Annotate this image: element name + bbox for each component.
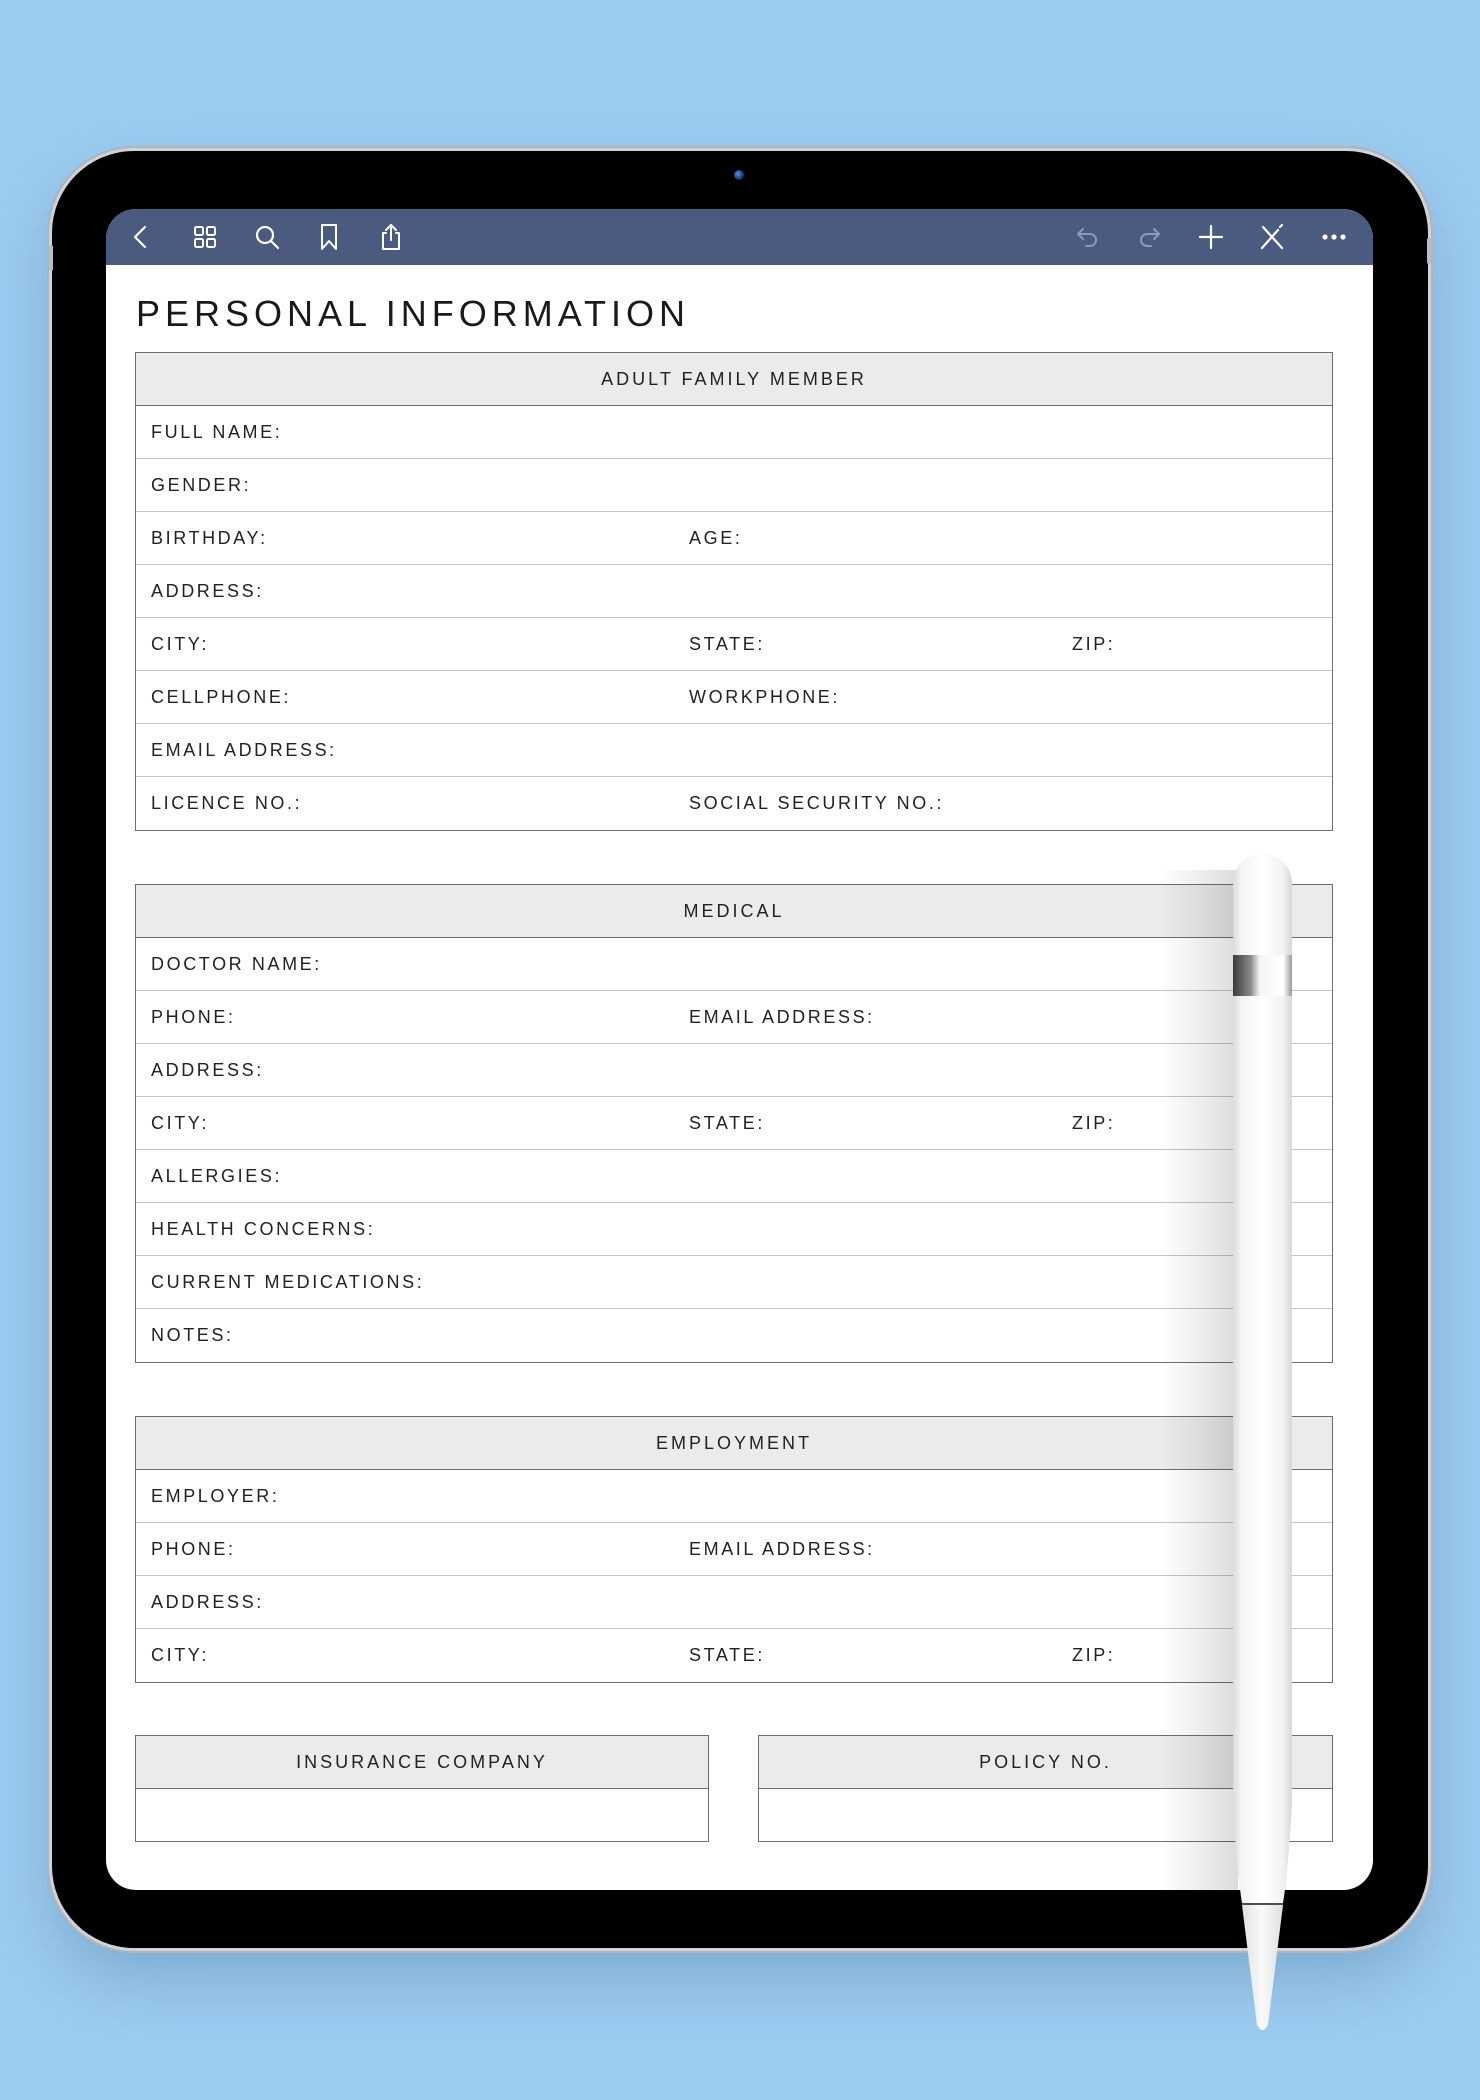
field-label: ADDRESS: xyxy=(151,1060,264,1080)
undo-icon xyxy=(1073,222,1103,252)
side-button xyxy=(49,245,53,271)
field-label: CITY: xyxy=(151,634,210,654)
tools-button[interactable] xyxy=(1256,221,1288,253)
share-icon xyxy=(376,222,406,252)
section-header: MEDICAL xyxy=(136,885,1332,938)
field-row[interactable] xyxy=(136,1629,1332,1682)
field-row[interactable] xyxy=(136,938,1332,991)
field-row[interactable] xyxy=(136,459,1332,512)
insurance-company-box xyxy=(135,1735,709,1842)
section-header: ADULT FAMILY MEMBER xyxy=(136,353,1332,406)
field-row[interactable] xyxy=(136,565,1332,618)
field-row[interactable] xyxy=(136,512,1332,565)
field-label: AGE: xyxy=(689,528,743,548)
field-label: ZIP: xyxy=(1072,1113,1116,1133)
field-row[interactable] xyxy=(136,777,1332,830)
field-label: EMAIL ADDRESS: xyxy=(151,740,337,760)
tools-icon xyxy=(1257,222,1287,252)
field-label: ALLERGIES: xyxy=(151,1166,283,1186)
field-row[interactable] xyxy=(136,618,1332,671)
field-label: NOTES: xyxy=(151,1325,234,1345)
section-header: EMPLOYMENT xyxy=(136,1417,1332,1470)
field-row[interactable] xyxy=(136,1203,1332,1256)
field-label: STATE: xyxy=(689,1113,765,1133)
field-row[interactable] xyxy=(136,1044,1332,1097)
field-label: EMAIL ADDRESS: xyxy=(689,1539,875,1559)
more-button[interactable] xyxy=(1318,221,1350,253)
field-label: ADDRESS: xyxy=(151,1592,264,1612)
back-button[interactable] xyxy=(125,221,157,253)
search-icon xyxy=(252,222,282,252)
field-row[interactable] xyxy=(136,1576,1332,1629)
field-row[interactable] xyxy=(136,1470,1332,1523)
field-row[interactable] xyxy=(136,1256,1332,1309)
more-icon xyxy=(1319,222,1349,252)
field-row[interactable] xyxy=(136,1150,1332,1203)
field-label: SOCIAL SECURITY NO.: xyxy=(689,793,945,813)
app-screen xyxy=(106,209,1373,1890)
field-row[interactable] xyxy=(136,671,1332,724)
field-label: CURRENT MEDICATIONS: xyxy=(151,1272,425,1292)
field-label: HEALTH CONCERNS: xyxy=(151,1219,376,1239)
medical-section xyxy=(135,884,1333,1363)
field-label: ZIP: xyxy=(1072,1645,1116,1665)
field-row[interactable] xyxy=(136,406,1332,459)
bookmark-button[interactable] xyxy=(313,221,345,253)
field-row[interactable] xyxy=(136,1097,1332,1150)
field-label: CITY: xyxy=(151,1113,210,1133)
share-button[interactable] xyxy=(375,221,407,253)
redo-button[interactable] xyxy=(1133,221,1165,253)
thumbnails-button[interactable] xyxy=(189,221,221,253)
side-button xyxy=(1427,238,1431,264)
back-icon xyxy=(126,222,156,252)
adult-family-member-section xyxy=(135,352,1333,831)
field-row[interactable] xyxy=(136,1523,1332,1576)
field-label: EMAIL ADDRESS: xyxy=(689,1007,875,1027)
redo-icon xyxy=(1134,222,1164,252)
insurance-company-field[interactable] xyxy=(136,1789,708,1841)
undo-button[interactable] xyxy=(1072,221,1104,253)
field-label: PHONE: xyxy=(151,1539,236,1559)
field-row[interactable] xyxy=(136,724,1332,777)
field-label: CITY: xyxy=(151,1645,210,1665)
field-label: EMPLOYER: xyxy=(151,1486,280,1506)
bookmark-icon xyxy=(314,222,344,252)
field-label: ZIP: xyxy=(1072,634,1116,654)
field-row[interactable] xyxy=(136,991,1332,1044)
page-title: PERSONAL INFORMATION xyxy=(136,293,691,334)
front-camera xyxy=(734,170,744,180)
section-header: POLICY NO. xyxy=(759,1736,1332,1789)
field-label: BIRTHDAY: xyxy=(151,528,268,548)
employment-section xyxy=(135,1416,1333,1683)
planner-page xyxy=(106,265,1373,1890)
field-label: STATE: xyxy=(689,1645,765,1665)
grid-icon xyxy=(190,222,220,252)
search-button[interactable] xyxy=(251,221,283,253)
field-label: WORKPHONE: xyxy=(689,687,841,707)
field-label: FULL NAME: xyxy=(151,422,283,442)
field-label: STATE: xyxy=(689,634,765,654)
top-toolbar xyxy=(106,209,1373,265)
field-label: CELLPHONE: xyxy=(151,687,292,707)
field-label: LICENCE NO.: xyxy=(151,793,303,813)
field-label: GENDER: xyxy=(151,475,252,495)
section-header: INSURANCE COMPANY xyxy=(136,1736,708,1789)
field-label: ADDRESS: xyxy=(151,581,264,601)
field-row[interactable] xyxy=(136,1309,1332,1362)
plus-icon xyxy=(1196,222,1226,252)
stylus-pencil xyxy=(1233,853,1292,2033)
field-label: PHONE: xyxy=(151,1007,236,1027)
add-button[interactable] xyxy=(1195,221,1227,253)
field-label: DOCTOR NAME: xyxy=(151,954,322,974)
